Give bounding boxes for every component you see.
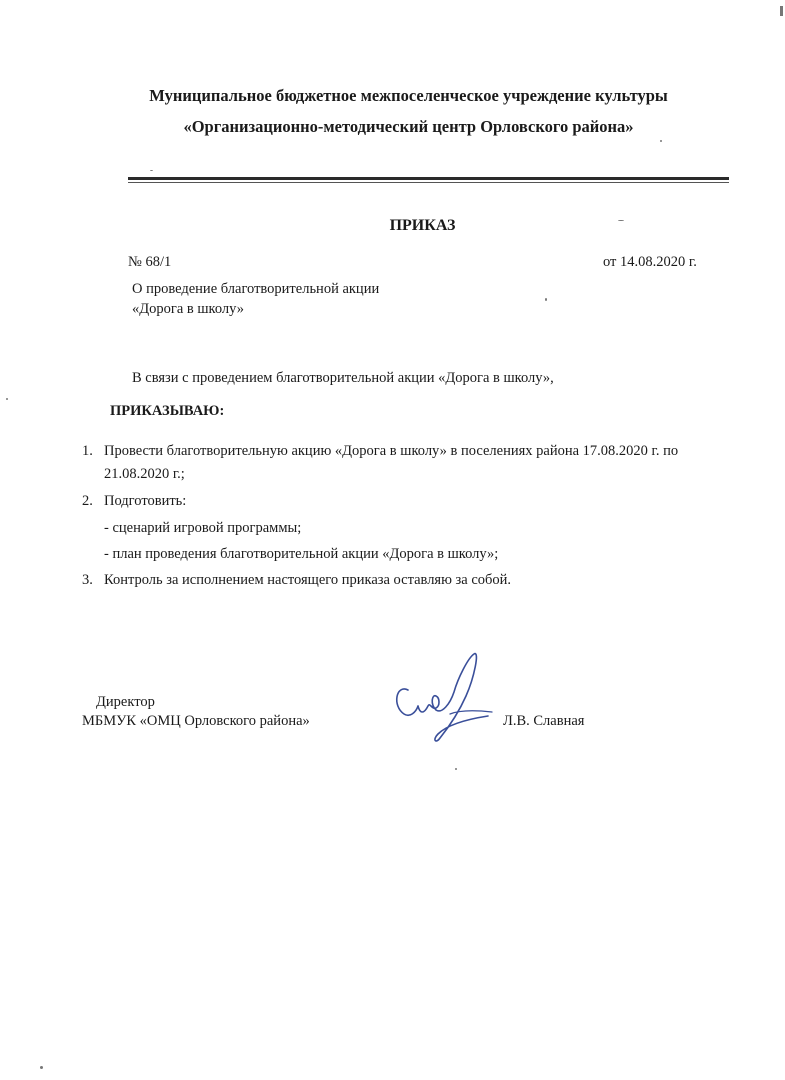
signatory-position: Директор: [96, 694, 155, 710]
list-item-text: Подготовить:: [104, 493, 187, 509]
order-date: от 14.08.2020 г.: [603, 254, 697, 270]
scan-speck: [660, 140, 662, 142]
organization-name-line2: «Организационно-методический центр Орловского района»: [183, 117, 634, 136]
list-item-text: Провести благотворительную акцию «Дорога в школу» в поселениях района 17.08.2020 г. по: [104, 443, 679, 459]
intro-paragraph: В связи с проведением благотворительной акции «Дорога в школу»,: [132, 370, 554, 386]
document-title: ПРИКАЗ: [389, 217, 456, 234]
list-item-number: 3.: [82, 572, 93, 588]
signatory-organization: МБМУК «ОМЦ Орловского района»: [82, 713, 310, 729]
order-subject-line2: «Дорога в школу»: [132, 301, 244, 317]
header-divider-thin: [128, 182, 729, 183]
list-subitem: - план проведения благотворительной акции «Дорога в школу»;: [104, 546, 499, 562]
list-item-number: 1.: [82, 443, 93, 459]
list-subitem: - сценарий игровой программы;: [104, 520, 302, 536]
header-divider-thick: [128, 177, 729, 180]
signatory-name: Л.В. Славная: [503, 713, 585, 729]
scan-speck: [545, 298, 547, 301]
list-item-text-continued: 21.08.2020 г.;: [104, 466, 185, 482]
command-word: ПРИКАЗЫВАЮ:: [110, 403, 225, 419]
order-number: № 68/1: [128, 254, 172, 270]
handwritten-signature: [388, 648, 498, 748]
list-item-text: Контроль за исполнением настоящего приказа оставляю за собой.: [104, 572, 512, 588]
scan-speck: [6, 398, 8, 400]
scan-speck: [780, 6, 783, 16]
list-item-number: 2.: [82, 493, 93, 509]
organization-name-line1: Муниципальное бюджетное межпоселенческое учреждение культуры: [149, 86, 668, 105]
scan-speck: [150, 170, 153, 171]
scan-speck: [455, 768, 457, 770]
order-subject-line1: О проведение благотворительной акции: [132, 281, 380, 297]
scan-speck: [40, 1066, 43, 1069]
scan-speck: [618, 220, 624, 221]
